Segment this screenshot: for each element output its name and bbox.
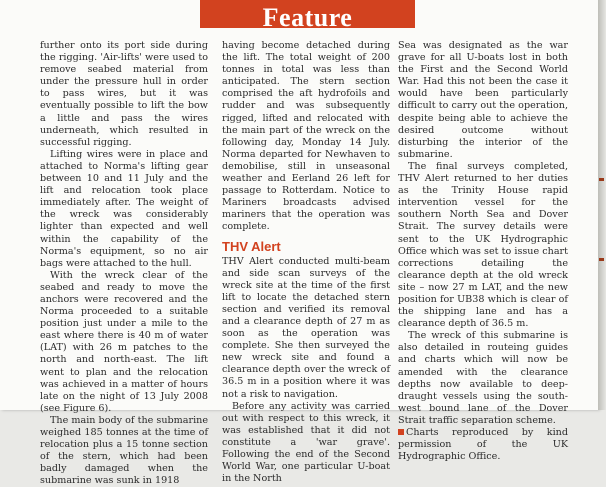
image-credit <box>398 427 568 463</box>
text-column-2 <box>222 40 390 485</box>
paragraph: Lifting wires were in place and attached to Norma's lifting gear between 10 and 11 July and the lift and relocation took place immediately after. The weight of the wreck was considerably lighter than expected and well within the capability of the Norma's equipment, so no air bags were attached to the hull. <box>40 148 208 269</box>
paragraph: Sea was designated as the war grave for all U-boats lost in both the First and the Second World War. Had this not been the case it would have been particularly difficult to carry out the operation, despite being able to achieve the desired outcome without disturbing the interior of the submarine. <box>398 40 568 160</box>
paragraph: Before any activity was carried out with respect to this wreck, it was established that it did not constitute a 'war grave'. Following the end of the Second World War, one particular U-boat in the North <box>222 400 390 485</box>
paragraph: THV Alert conducted multi-beam and side scan surveys of the wreck site at the time of the first lift to locate the detached stern section and verified its removal and a clearance depth of 27 m as soon as the operation was complete. She then surveyed the new wreck site and found a clearance depth over the wreck of 36.5 m in a position where it was not a risk to navigation. <box>222 255 390 400</box>
page-edge <box>598 0 606 410</box>
edge-marker <box>599 178 604 181</box>
paragraph: further onto its port side during the rigging. 'Air-lifts' were used to remove seabed material from under the pressure hull in order to pass wires, but it was eventually possible to lift the bow a little and pass the wires underneath, which resulted in successful rigging. <box>40 40 208 148</box>
paragraph: The final surveys completed, THV Alert returned to her duties as the Trinity House rapid intervention vessel for the southern North Sea and Dover Strait. The survey details were sent to the UK Hydrographic Office which was set to issue chart corrections detailing the clearance depth at the old wreck site – now 27 m LAT, and the new position for UB38 which is clear of the shipping lane and has a clearance depth of 36.5 m. <box>398 160 568 330</box>
credit-text: Charts reproduced by kind permission of the UK Hydrographic Office. <box>398 427 568 463</box>
section-header <box>200 0 415 32</box>
bullet-square-icon <box>398 429 404 435</box>
subheading: THV Alert <box>222 238 281 254</box>
edge-marker <box>599 258 604 261</box>
text-column-1 <box>40 40 208 487</box>
paragraph: The wreck of this submarine is also detailed in routeing guides and charts which will now be amended with the clearance depths now available to deep-draught vessels using the south-west bound lane of the Dover Strait traffic separation scheme. <box>398 330 568 426</box>
section-title: Feature <box>262 3 353 32</box>
paragraph: The main body of the submarine weighed 185 tonnes at the time of relocation plus a 15 tonne section of the stern, which had been badly damaged when the submarine was sunk in 1918 <box>40 414 208 487</box>
text-column-3 <box>398 40 568 463</box>
paragraph: With the wreck clear of the seabed and ready to move the anchors were recovered and the Norma proceeded to a suitable position just under a mile to the east where there is 40 m of water (LAT) with 26 m patches to the north and north-east. The lift went to plan and the relocation was achieved in a matter of hours late on the night of 13 July 2008 (see Figure 6). <box>40 269 208 414</box>
paragraph: having become detached during the lift. The total weight of 200 tonnes in total was less than anticipated. The stern section comprised the aft hydrofoils and rudder and was subsequently rigged, lifted and relocated with the main part of the wreck on the following day, Monday 14 July. Norma departed for Newhaven to demobilise, still in unseasonal weather and Eerland 26 left for passage to Rotterdam. Notice to Mariners broadcasts advised mariners that the operation was complete. <box>222 40 390 233</box>
